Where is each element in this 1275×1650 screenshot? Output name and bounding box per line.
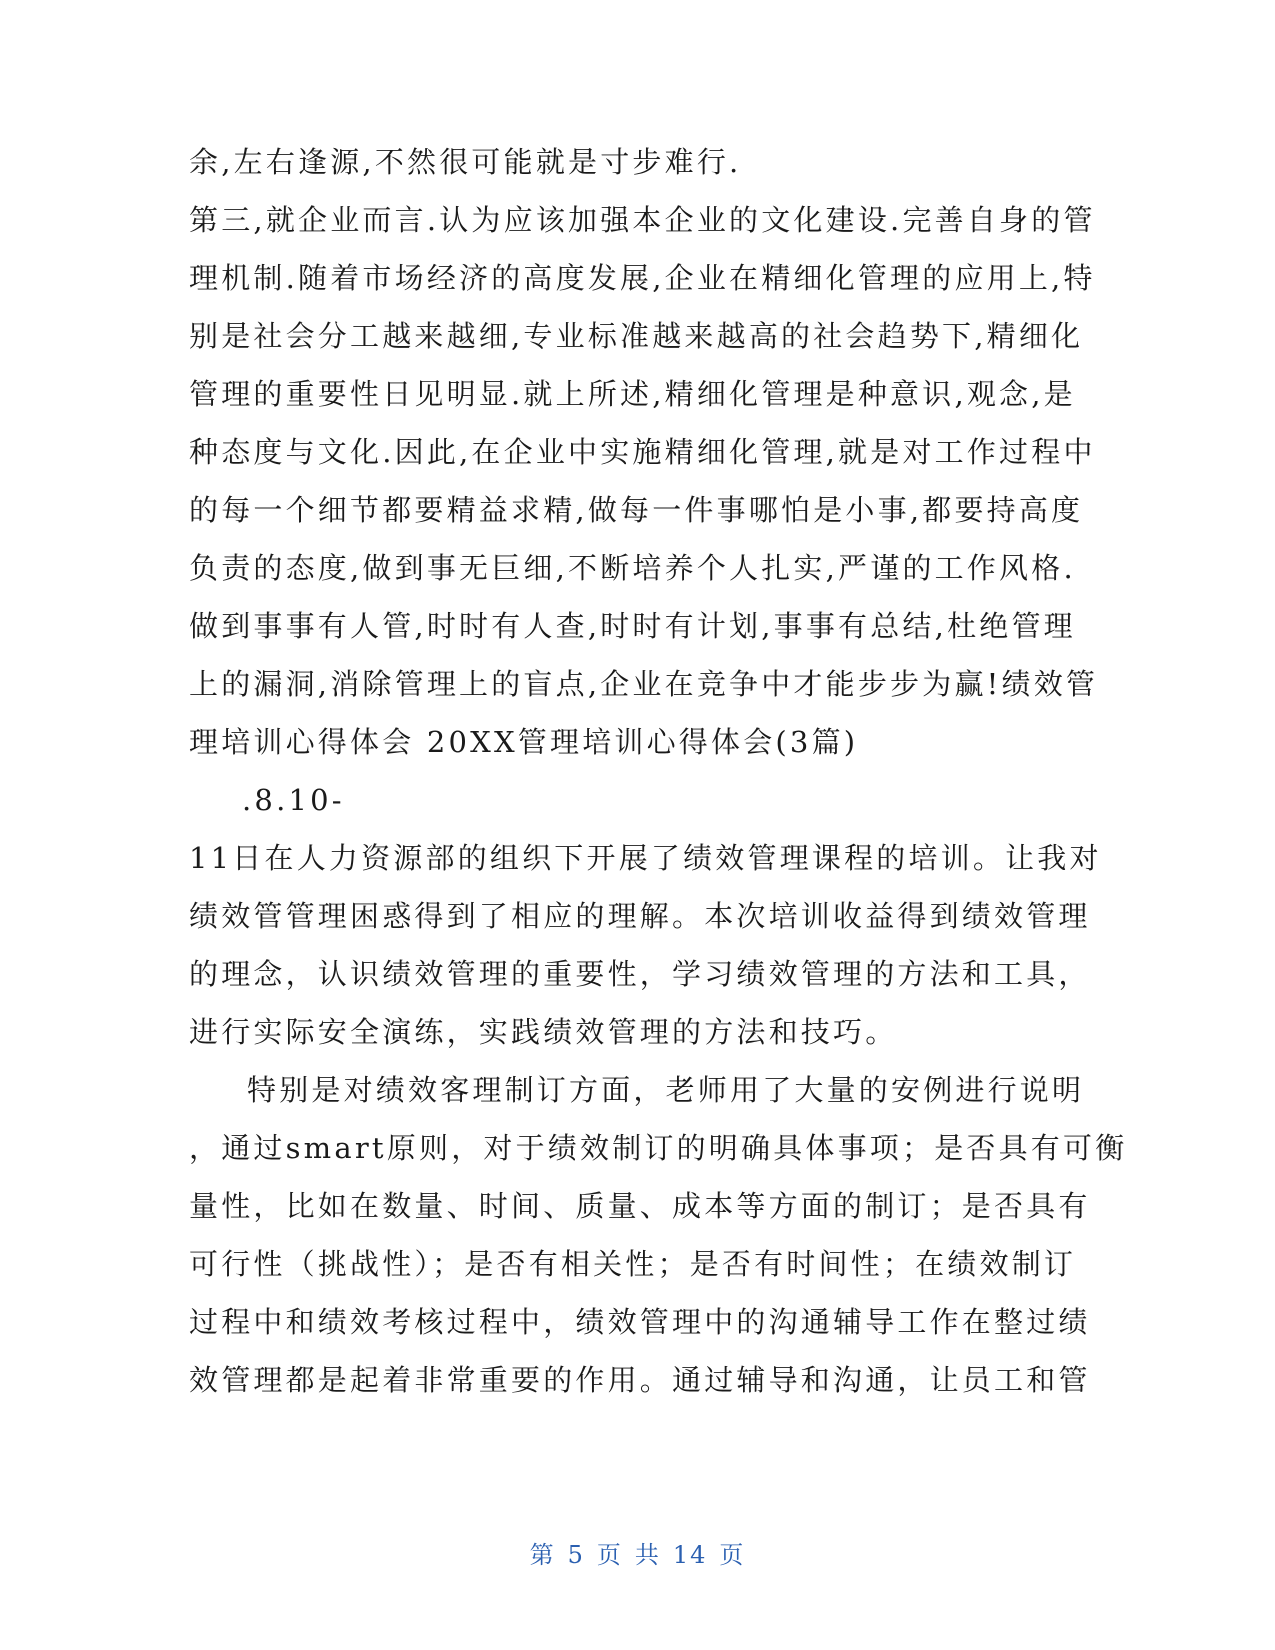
text-line: 进行实际安全演练，实践绩效管理的方法和技巧。 — [189, 1015, 898, 1049]
text-line: ，通过smart原则，对于绩效制订的明确具体事项；是否具有可衡 — [189, 1131, 1128, 1165]
text-line: 过程中和绩效考核过程中，绩效管理中的沟通辅导工作在整过绩 — [189, 1305, 1091, 1339]
page-unit: 页 — [596, 1541, 623, 1569]
text-line: 做到事事有人管,时时有人查,时时有计划,事事有总结,杜绝管理 — [189, 609, 1076, 643]
text-line-date: .8.10- — [242, 783, 345, 817]
text-line: 管理的重要性日见明显.就上所述,精细化管理是种意识,观念,是 — [189, 377, 1076, 411]
text-line: 可行性（挑战性）；是否有相关性；是否有时间性；在绩效制订 — [189, 1247, 1077, 1281]
total-unit: 页 — [719, 1541, 746, 1569]
text-line: 负责的态度,做到事无巨细,不断培养个人扎实,严谨的工作风格. — [189, 551, 1076, 585]
text-line: 11日在人力资源部的组织下开展了绩效管理课程的培训。让我对 — [189, 841, 1102, 875]
text-line: 理培训心得体会 20XX管理培训心得体会(3篇) — [189, 725, 859, 759]
text-line: 效管理都是起着非常重要的作用。通过辅导和沟通，让员工和管 — [189, 1363, 1091, 1397]
paragraph-start-line: 特别是对绩效客理制订方面，老师用了大量的安例进行说明 — [247, 1073, 1085, 1107]
text-line: 种态度与文化.因此,在企业中实施精细化管理,就是对工作过程中 — [189, 435, 1096, 469]
text-line: 理机制.随着市场经济的高度发展,企业在精细化管理的应用上,特 — [189, 261, 1096, 295]
page-total: 14 — [672, 1541, 708, 1569]
text-line: 的每一个细节都要精益求精,做每一件事哪怕是小事,都要持高度 — [189, 493, 1084, 527]
text-line: 上的漏洞,消除管理上的盲点,企业在竞争中才能步步为赢!绩效管 — [189, 667, 1099, 701]
text-line: 第三,就企业而言.认为应该加强本企业的文化建设.完善自身的管 — [189, 203, 1096, 237]
text-line: 绩效管管理困惑得到了相应的理解。本次培训收益得到绩效管理 — [189, 899, 1091, 933]
text-line: 余,左右逢源,不然很可能就是寸步难行. — [189, 145, 742, 179]
page-label: 第 — [529, 1541, 556, 1569]
text-line: 的理念，认识绩效管理的重要性，学习绩效管理的方法和工具， — [189, 957, 1091, 991]
text-line: 别是社会分工越来越细,专业标准越来越高的社会趋势下,精细化 — [189, 319, 1084, 353]
total-label: 共 — [634, 1541, 661, 1569]
text-line: 量性，比如在数量、时间、质量、成本等方面的制订；是否具有 — [189, 1189, 1091, 1223]
page-footer — [0, 1535, 1275, 1570]
page-current: 5 — [567, 1541, 585, 1569]
